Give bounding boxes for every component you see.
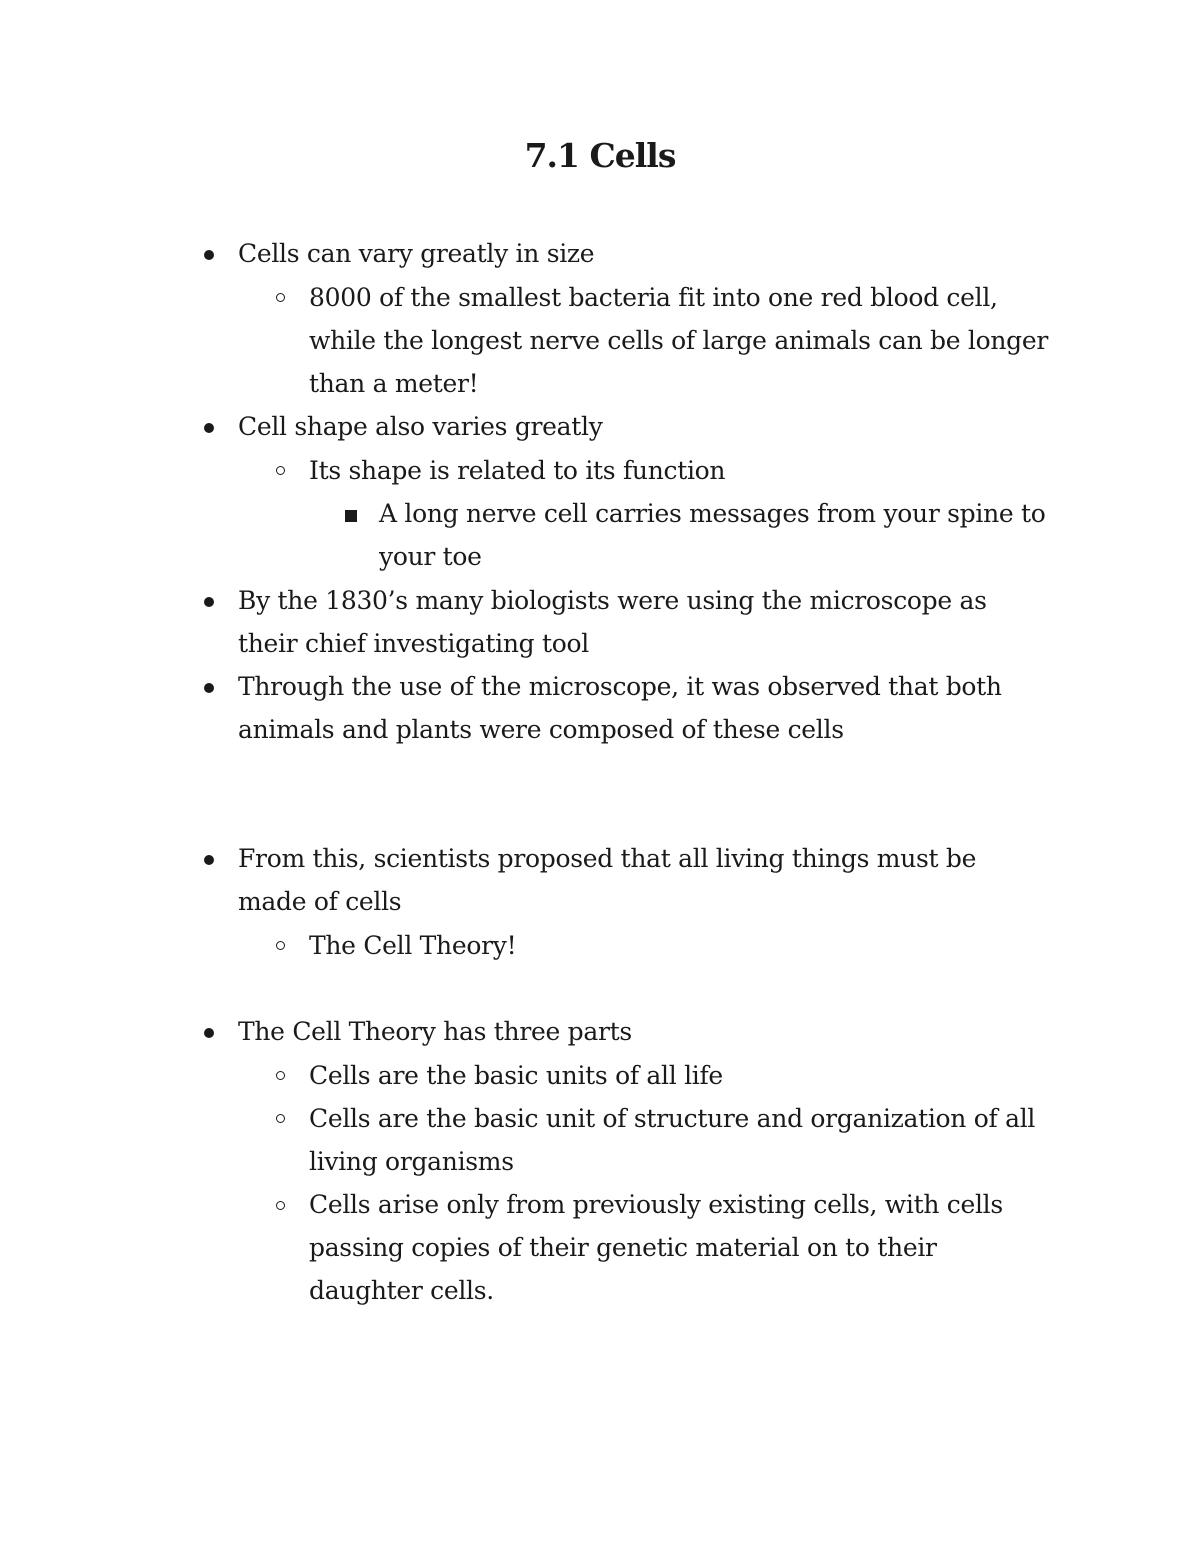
bullet-circle-icon	[276, 466, 285, 475]
bullet-square-icon	[345, 510, 357, 522]
list-item: Cells can vary greatly in size	[238, 239, 595, 268]
bullet-circle-icon	[276, 1201, 285, 1210]
bullet-disc-icon	[204, 1028, 214, 1038]
bullet-disc-icon	[204, 597, 214, 607]
page-title: 7.1 Cells	[524, 136, 676, 175]
bullet-circle-icon	[276, 1114, 285, 1123]
list-item: A long nerve cell carries messages from your spine to your toe	[379, 499, 1046, 571]
list-item: 8000 of the smallest bacteria fit into one red blood cell, while the longest nerve cells of large animals can be longer than a meter!	[309, 283, 1048, 398]
bullet-disc-icon	[204, 250, 214, 260]
list-item: Through the use of the microscope, it was observed that both animals and plants were composed of these cells	[238, 672, 1002, 744]
list-item: Cells are the basic units of all life	[309, 1061, 723, 1090]
bullet-disc-icon	[204, 423, 214, 433]
list-item: From this, scientists proposed that all living things must be made of cells	[238, 844, 977, 916]
bullet-circle-icon	[276, 1071, 285, 1080]
bullet-circle-icon	[276, 941, 285, 950]
list-item: Cells arise only from previously existing cells, with cells passing copies of their genetic material on to their daughter cells.	[309, 1190, 1003, 1305]
bullet-disc-icon	[204, 855, 214, 865]
list-item: Cell shape also varies greatly	[238, 412, 603, 441]
list-item: The Cell Theory has three parts	[238, 1017, 632, 1046]
list-item: Cells are the basic unit of structure and organization of all living organisms	[309, 1104, 1036, 1176]
list-item: By the 1830’s many biologists were using the microscope as their chief investigating tool	[238, 586, 987, 658]
list-item: Its shape is related to its function	[309, 456, 726, 485]
list-item: The Cell Theory!	[309, 931, 517, 960]
bullet-disc-icon	[204, 683, 214, 693]
bullet-circle-icon	[276, 293, 285, 302]
